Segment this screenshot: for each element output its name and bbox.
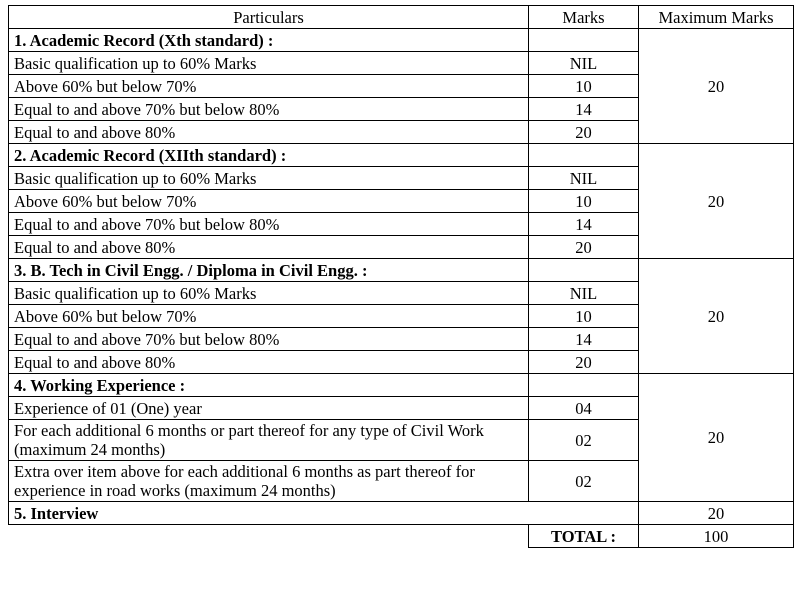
criteria-label: Above 60% but below 70% — [9, 305, 529, 328]
section-row — [9, 29, 794, 52]
section-row — [9, 144, 794, 167]
criteria-label: Equal to and above 70% but below 80% — [9, 213, 529, 236]
criteria-marks: 04 — [529, 397, 639, 420]
criteria-marks: 14 — [529, 213, 639, 236]
criteria-marks: 14 — [529, 328, 639, 351]
criteria-marks: 02 — [529, 461, 639, 502]
section-marks-blank — [529, 144, 639, 167]
header-particulars: Particulars — [9, 6, 529, 29]
criteria-marks: 10 — [529, 305, 639, 328]
criteria-marks: 10 — [529, 190, 639, 213]
criteria-marks: 14 — [529, 98, 639, 121]
section-max-marks: 20 — [639, 144, 794, 259]
criteria-label: Above 60% but below 70% — [9, 75, 529, 98]
criteria-marks: NIL — [529, 167, 639, 190]
marks-table-container — [8, 5, 794, 548]
criteria-label: Equal to and above 70% but below 80% — [9, 98, 529, 121]
criteria-label: Equal to and above 80% — [9, 236, 529, 259]
header-row — [9, 6, 794, 29]
criteria-label: Equal to and above 80% — [9, 351, 529, 374]
section-title: 4. Working Experience : — [9, 374, 529, 397]
marks-table — [8, 5, 794, 548]
section-max-marks: 20 — [639, 29, 794, 144]
section-title: 2. Academic Record (XIIth standard) : — [9, 144, 529, 167]
section-title: 1. Academic Record (Xth standard) : — [9, 29, 529, 52]
total-value: 100 — [639, 525, 794, 548]
criteria-marks: NIL — [529, 52, 639, 75]
criteria-label: Equal to and above 80% — [9, 121, 529, 144]
section-max-marks: 20 — [639, 374, 794, 502]
criteria-label: Basic qualification up to 60% Marks — [9, 52, 529, 75]
criteria-marks: 20 — [529, 121, 639, 144]
section-row — [9, 259, 794, 282]
criteria-label: Basic qualification up to 60% Marks — [9, 282, 529, 305]
total-blank-cell — [9, 525, 529, 548]
criteria-marks: 02 — [529, 420, 639, 461]
criteria-marks: 20 — [529, 351, 639, 374]
criteria-label: Extra over item above for each additional 6 months as part thereof for experience in road works (maximum 24 months) — [9, 461, 529, 502]
criteria-marks: NIL — [529, 282, 639, 305]
total-row — [9, 525, 794, 548]
section-marks-blank — [529, 374, 639, 397]
criteria-label: Experience of 01 (One) year — [9, 397, 529, 420]
interview-row — [9, 502, 794, 525]
interview-label: 5. Interview — [9, 502, 639, 525]
criteria-marks: 20 — [529, 236, 639, 259]
criteria-marks: 10 — [529, 75, 639, 98]
total-label: TOTAL : — [529, 525, 639, 548]
section-title: 3. B. Tech in Civil Engg. / Diploma in Civil Engg. : — [9, 259, 529, 282]
section-marks-blank — [529, 29, 639, 52]
criteria-label: Equal to and above 70% but below 80% — [9, 328, 529, 351]
header-marks: Marks — [529, 6, 639, 29]
criteria-label: Above 60% but below 70% — [9, 190, 529, 213]
section-row — [9, 374, 794, 397]
criteria-label: For each additional 6 months or part thereof for any type of Civil Work (maximum 24 months) — [9, 420, 529, 461]
section-marks-blank — [529, 259, 639, 282]
interview-max-marks: 20 — [639, 502, 794, 525]
section-max-marks: 20 — [639, 259, 794, 374]
header-max-marks: Maximum Marks — [639, 6, 794, 29]
criteria-label: Basic qualification up to 60% Marks — [9, 167, 529, 190]
